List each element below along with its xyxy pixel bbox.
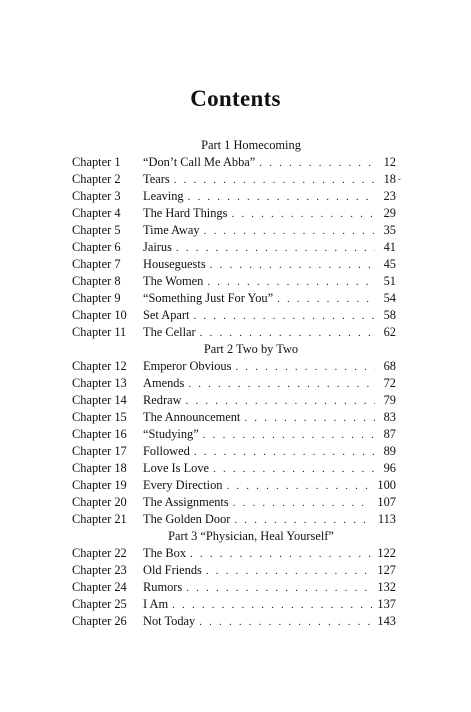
chapter-title: I Am — [143, 597, 169, 611]
page-number: 83 — [383, 410, 396, 424]
chapter-title: “Studying” — [143, 427, 199, 441]
chapter-label: Chapter 10 — [72, 308, 127, 322]
chapter-title: Amends — [143, 376, 185, 390]
toc-entry[interactable] — [72, 171, 396, 188]
chapter-title: Followed — [143, 444, 190, 458]
chapter-label: Chapter 2 — [72, 172, 121, 186]
toc-entry[interactable] — [72, 375, 396, 392]
dot-leader — [193, 308, 375, 325]
dot-leader — [188, 376, 375, 393]
chapter-label: Chapter 20 — [72, 495, 127, 509]
chapter-label: Chapter 24 — [72, 580, 127, 594]
page-number: 100 — [377, 478, 396, 492]
toc-entry[interactable] — [72, 477, 396, 494]
page-number: 62 — [383, 325, 396, 339]
page-number: 45 — [383, 257, 396, 271]
toc-entry[interactable] — [72, 511, 396, 528]
chapter-label: Chapter 26 — [72, 614, 127, 628]
dot-leader — [204, 223, 375, 240]
dot-leader — [190, 546, 372, 563]
chapter-title: “Something Just For You” — [143, 291, 274, 305]
chapter-label: Chapter 22 — [72, 546, 127, 560]
toc-entry[interactable] — [72, 494, 396, 511]
dot-leader — [207, 274, 375, 291]
chapter-title: The Golden Door — [143, 512, 231, 526]
page-number: 127 — [377, 563, 396, 577]
chapter-title: The Announcement — [143, 410, 241, 424]
dot-leader — [172, 597, 372, 614]
toc-entry[interactable] — [72, 239, 396, 256]
chapter-title: Not Today — [143, 614, 196, 628]
page-number: 96 — [383, 461, 396, 475]
dot-leader — [188, 189, 375, 206]
chapter-title: The Women — [143, 274, 204, 288]
toc-entry[interactable] — [72, 596, 396, 613]
toc-entry[interactable] — [72, 188, 396, 205]
dot-leader — [231, 206, 375, 223]
dot-leader — [234, 512, 372, 529]
page-number: 132 — [377, 580, 396, 594]
page-number: 12 — [383, 155, 396, 169]
toc-entry[interactable] — [72, 358, 396, 375]
chapter-label: Chapter 15 — [72, 410, 127, 424]
toc-entry[interactable] — [72, 290, 396, 307]
part-heading: Part 3 “Physician, Heal Yourself” — [168, 529, 334, 543]
dot-leader — [200, 325, 375, 342]
toc-entry[interactable] — [72, 460, 396, 477]
part-heading: Part 2 Two by Two — [203, 342, 299, 356]
page-number: 18 — [383, 172, 396, 186]
dot-leader — [199, 614, 372, 631]
chapter-title: The Cellar — [143, 325, 196, 339]
dot-leader — [210, 257, 375, 274]
chapter-label: Chapter 16 — [72, 427, 127, 441]
chapter-title: Every Direction — [143, 478, 223, 492]
chapter-label: Chapter 19 — [72, 478, 127, 492]
page-number: 41 — [383, 240, 396, 254]
chapter-label: Chapter 3 — [72, 189, 121, 203]
dot-leader — [194, 444, 375, 461]
chapter-title: Love Is Love — [143, 461, 210, 475]
chapter-label: Chapter 13 — [72, 376, 127, 390]
chapter-label: Chapter 12 — [72, 359, 127, 373]
chapter-label: Chapter 17 — [72, 444, 127, 458]
stray-mark: ˇ — [398, 177, 401, 187]
part-heading: Part 1 Homecoming — [201, 138, 301, 152]
page-number: 23 — [383, 189, 396, 203]
chapter-title: Tears — [143, 172, 170, 186]
chapter-label: Chapter 8 — [72, 274, 121, 288]
dot-leader — [186, 580, 372, 597]
dot-leader — [235, 359, 375, 376]
chapter-title: The Hard Things — [143, 206, 228, 220]
toc-entry[interactable] — [72, 205, 396, 222]
page-number: 137 — [377, 597, 396, 611]
chapter-label: Chapter 23 — [72, 563, 127, 577]
toc-entry[interactable] — [72, 273, 396, 290]
chapter-label: Chapter 21 — [72, 512, 127, 526]
page-number: 51 — [383, 274, 396, 288]
page-number: 54 — [383, 291, 396, 305]
dot-leader — [244, 410, 375, 427]
chapter-title: Rumors — [143, 580, 183, 594]
dot-leader — [176, 240, 375, 257]
toc-entry[interactable] — [72, 579, 396, 596]
chapter-title: “Don’t Call Me Abba” — [143, 155, 256, 169]
dot-leader — [213, 461, 375, 478]
page-number: 58 — [383, 308, 396, 322]
chapter-title: Set Apart — [143, 308, 190, 322]
page-number: 29 — [383, 206, 396, 220]
dot-leader — [174, 172, 375, 189]
page-number: 89 — [383, 444, 396, 458]
dot-leader — [259, 155, 375, 172]
toc-entry[interactable] — [72, 545, 396, 562]
toc-entry[interactable] — [72, 222, 396, 239]
chapter-label: Chapter 1 — [72, 155, 121, 169]
toc-entry[interactable] — [72, 613, 396, 630]
page-title: Contents — [190, 86, 281, 111]
chapter-label: Chapter 9 — [72, 291, 121, 305]
page-number: 35 — [383, 223, 396, 237]
chapter-title: The Assignments — [143, 495, 229, 509]
page-number: 107 — [377, 495, 396, 509]
toc-entry[interactable] — [72, 392, 396, 409]
chapter-label: Chapter 11 — [72, 325, 127, 339]
dot-leader — [203, 427, 375, 444]
chapter-title: Jairus — [143, 240, 172, 254]
chapter-title: The Box — [143, 546, 187, 560]
page-number: 72 — [383, 376, 396, 390]
chapter-label: Chapter 14 — [72, 393, 127, 407]
page-number: 113 — [377, 512, 396, 526]
toc-entry[interactable] — [72, 324, 396, 341]
chapter-label: Chapter 6 — [72, 240, 121, 254]
chapter-title: Old Friends — [143, 563, 202, 577]
chapter-label: Chapter 7 — [72, 257, 121, 271]
chapter-title: Time Away — [143, 223, 200, 237]
page-number: 68 — [383, 359, 396, 373]
table-of-contents — [72, 137, 396, 630]
chapter-title: Emperor Obvious — [143, 359, 232, 373]
chapter-title: Redraw — [143, 393, 182, 407]
dot-leader — [277, 291, 375, 308]
toc-entry[interactable] — [72, 154, 396, 171]
page-number: 143 — [377, 614, 396, 628]
dot-leader — [206, 563, 373, 580]
toc-entry[interactable] — [72, 409, 396, 426]
chapter-label: Chapter 4 — [72, 206, 121, 220]
dot-leader — [186, 393, 375, 410]
dot-leader — [233, 495, 373, 512]
toc-entry[interactable] — [72, 426, 396, 443]
page-number: 122 — [377, 546, 396, 560]
page-number: 87 — [383, 427, 396, 441]
toc-entry[interactable] — [72, 256, 396, 273]
chapter-label: Chapter 25 — [72, 597, 127, 611]
chapter-title: Houseguests — [143, 257, 206, 271]
chapter-label: Chapter 5 — [72, 223, 121, 237]
dot-leader — [226, 478, 372, 495]
toc-entry[interactable] — [72, 562, 396, 579]
chapter-title: Leaving — [143, 189, 184, 203]
chapter-label: Chapter 18 — [72, 461, 127, 475]
page-number: 79 — [383, 393, 396, 407]
toc-entry[interactable] — [72, 307, 396, 324]
toc-entry[interactable] — [72, 443, 396, 460]
